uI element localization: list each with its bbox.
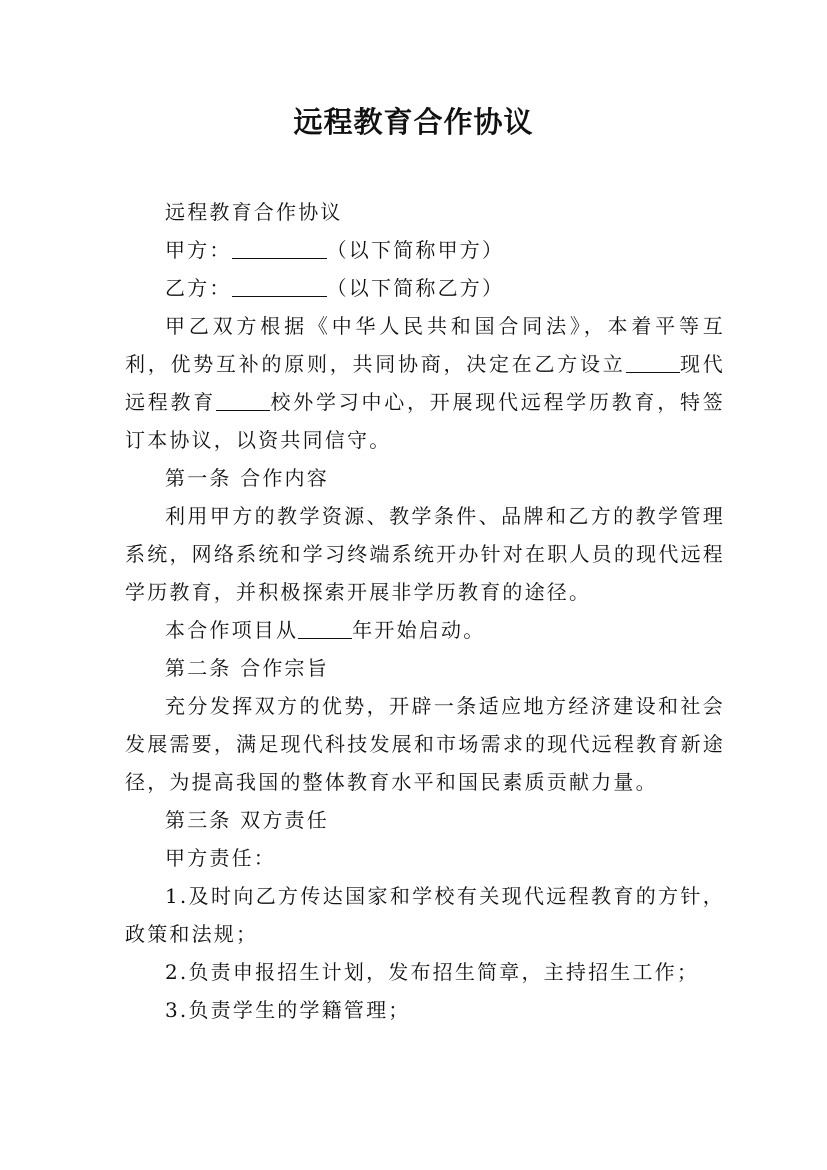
duty-item-1: 1.及时向乙方传达国家和学校有关现代远程教育的方针，政策和法规； [125, 884, 725, 946]
duty-item-2: 2.负责申报招生计划，发布招生简章，主持招生工作； [165, 960, 700, 984]
party-b-line: 乙方： （以下简称乙方） [165, 276, 505, 300]
start-year-line: 本合作项目从 年开始启动。 [165, 618, 486, 642]
preamble-paragraph: 甲乙双方根据《中华人民共和国合同法》，本着平等互利，优势互补的原则，共同协商，决定在乙方设立 现代远程教育 校外学习中心，开展现代远程学历教育，特签订本协议，以资共同信守。 [125, 314, 725, 452]
article-2-heading: 第二条 合作宗旨 [165, 656, 329, 680]
article-3-heading: 第三条 双方责任 [165, 808, 329, 832]
start-year-blank[interactable] [298, 618, 352, 639]
duty-item-3: 3.负责学生的学籍管理； [165, 998, 411, 1022]
article-1-paragraph: 利用甲方的教学资源、教学条件、品牌和乙方的教学管理系统，网络系统和学习终端系统开办针对在职人员的现代远程学历教育，并积极探索开展非学历教育的途径。 [125, 504, 725, 604]
center-location-blank[interactable] [626, 352, 680, 373]
article-1-heading: 第一条 合作内容 [165, 466, 329, 490]
party-a-duties-heading: 甲方责任： [165, 846, 276, 870]
party-b-blank[interactable] [232, 276, 327, 297]
article-2-paragraph: 充分发挥双方的优势，开辟一条适应地方经济建设和社会发展需要，满足现代科技发展和市场需求的现代远程教育新途径，为提高我国的整体教育水平和国民素质贡献力量。 [125, 694, 725, 794]
document-title: 远程教育合作协议 [293, 105, 534, 139]
party-a-line: 甲方： （以下简称甲方） [165, 238, 505, 262]
document-body [125, 193, 725, 1029]
party-a-blank[interactable] [232, 238, 327, 259]
paragraph-subtitle: 远程教育合作协议 [165, 200, 343, 224]
center-name-blank[interactable] [216, 390, 270, 411]
